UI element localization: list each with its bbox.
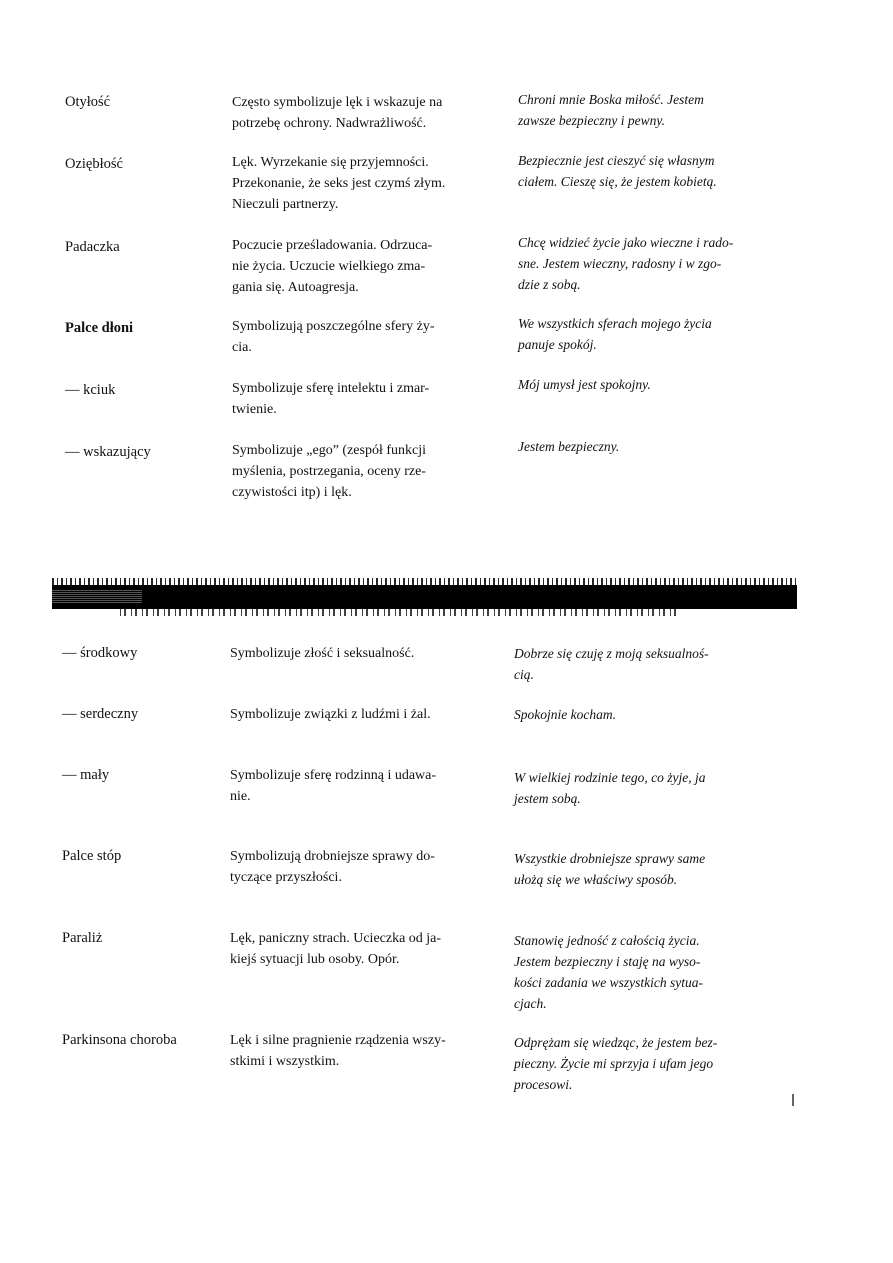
entry-description xyxy=(232,152,494,215)
description-line: tyczące przyszłości. xyxy=(230,870,342,885)
entry-term: — mały xyxy=(62,767,110,783)
entry-term: Palce dłoni xyxy=(65,320,134,336)
affirmation-line: Mój umysł jest spokojny. xyxy=(518,377,651,392)
scan-artifact-bottom xyxy=(120,609,680,616)
description-line: myślenia, postrzegania, oceny rze- xyxy=(232,464,426,479)
description-line: Symbolizuje sferę intelektu i zmar- xyxy=(232,381,430,396)
affirmation-line: Wszystkie drobniejsze sprawy same xyxy=(514,851,706,866)
entry-affirmation xyxy=(518,436,778,457)
entry-term: — środkowy xyxy=(62,645,138,661)
affirmation-line: sne. Jestem wieczny, radosny i w zgo- xyxy=(518,256,722,271)
description-line: nie. xyxy=(230,789,251,804)
affirmation-line: cjach. xyxy=(514,996,547,1011)
description-line: Symbolizuje „ego” (zespół funkcji xyxy=(232,443,426,458)
entry-description xyxy=(230,846,492,888)
affirmation-line: procesowi. xyxy=(514,1077,573,1092)
entry-term: Padaczka xyxy=(65,239,120,255)
description-line: stkimi i wszystkim. xyxy=(230,1054,340,1069)
affirmation-line: We wszystkich sferach mojego życia xyxy=(518,316,712,331)
affirmation-line: Jestem bezpieczny i staję na wyso- xyxy=(514,954,701,969)
entry-affirmation xyxy=(514,1032,776,1095)
scan-artifact-fade xyxy=(52,590,142,604)
affirmation-line: ułożą się we właściwy sposób. xyxy=(514,872,678,887)
description-line: kiejś sytuacji lub osoby. Opór. xyxy=(230,952,400,967)
affirmation-line: jestem sobą. xyxy=(514,791,581,806)
entry-description xyxy=(232,92,494,134)
description-line: Często symbolizuje lęk i wskazuje na xyxy=(232,95,443,110)
description-line: nie życia. Uczucie wielkiego zma- xyxy=(232,259,426,274)
description-line: gania się. Autoagresja. xyxy=(232,280,359,295)
description-line: Lęk i silne pragnienie rządzenia wszy- xyxy=(230,1033,446,1048)
description-line: Symbolizuje sferę rodzinną i udawa- xyxy=(230,768,437,783)
affirmation-line: Dobrze się czuję z moją seksualnoś- xyxy=(514,646,709,661)
entry-term: Parkinsona choroba xyxy=(62,1032,177,1048)
description-line: Symbolizują drobniejsze sprawy do- xyxy=(230,849,435,864)
affirmation-line: cią. xyxy=(514,667,534,682)
entry-affirmation xyxy=(514,643,776,685)
description-line: czywistości itp) i lęk. xyxy=(232,485,352,500)
entry-term: Paraliż xyxy=(62,930,103,946)
affirmation-line: Spokojnie kocham. xyxy=(514,707,616,722)
affirmation-line: zawsze bezpieczny i pewny. xyxy=(518,113,665,128)
entry-description xyxy=(230,704,492,725)
affirmation-line: Odprężam się wiedząc, że jestem bez- xyxy=(514,1035,718,1050)
entry-affirmation xyxy=(518,232,778,295)
entry-term: Oziębłość xyxy=(65,156,123,172)
entry-affirmation xyxy=(514,704,776,725)
description-line: Symbolizują poszczególne sfery ży- xyxy=(232,319,435,334)
description-line: cia. xyxy=(232,340,252,355)
description-line: Nieczuli partnerzy. xyxy=(232,197,339,212)
scan-margin-mark xyxy=(792,1094,794,1106)
affirmation-line: pieczny. Życie mi sprzyja i ufam jego xyxy=(514,1056,714,1071)
affirmation-line: Chroni mnie Boska miłość. Jestem xyxy=(518,92,704,107)
entry-affirmation xyxy=(518,374,778,395)
entry-affirmation xyxy=(518,89,778,131)
entry-description xyxy=(230,765,492,807)
affirmation-line: W wielkiej rodzinie tego, co żyje, ja xyxy=(514,770,706,785)
affirmation-line: kości zadania we wszystkich sytua- xyxy=(514,975,703,990)
entry-affirmation xyxy=(514,767,776,809)
entry-term: — wskazujący xyxy=(65,444,151,460)
entry-description xyxy=(232,378,494,420)
entry-term: Palce stóp xyxy=(62,848,122,864)
entry-affirmation xyxy=(518,150,778,192)
affirmation-line: dzie z sobą. xyxy=(518,277,581,292)
entry-affirmation xyxy=(514,848,776,890)
description-line: twienie. xyxy=(232,402,277,417)
entry-description xyxy=(232,316,494,358)
entry-description xyxy=(230,643,492,664)
entry-affirmation xyxy=(514,930,776,1014)
affirmation-line: ciałem. Cieszę się, że jestem kobietą. xyxy=(518,174,717,189)
affirmation-line: Jestem bezpieczny. xyxy=(518,439,620,454)
description-line: Symbolizuje związki z ludźmi i żal. xyxy=(230,707,431,722)
entry-term: Otyłość xyxy=(65,94,111,110)
entry-term: — serdeczny xyxy=(62,706,139,722)
description-line: Lęk, paniczny strach. Ucieczka od ja- xyxy=(230,931,442,946)
description-line: Lęk. Wyrzekanie się przyjemności. xyxy=(232,155,429,170)
entry-affirmation xyxy=(518,313,778,355)
description-line: Symbolizuje złość i seksualność. xyxy=(230,646,415,661)
affirmation-line: Stanowię jedność z całością życia. xyxy=(514,933,700,948)
affirmation-line: panuje spokój. xyxy=(518,337,597,352)
entry-description xyxy=(230,928,492,970)
entry-description xyxy=(230,1030,492,1072)
scan-artifact-bar xyxy=(52,585,797,609)
description-line: Poczucie prześladowania. Odrzuca- xyxy=(232,238,433,253)
description-line: potrzebę ochrony. Nadwrażliwość. xyxy=(232,116,427,131)
description-line: Przekonanie, że seks jest czymś złym. xyxy=(232,176,446,191)
entry-description xyxy=(232,235,494,298)
entry-term: — kciuk xyxy=(65,382,116,398)
affirmation-line: Chcę widzieć życie jako wieczne i rado- xyxy=(518,235,734,250)
affirmation-line: Bezpiecznie jest cieszyć się własnym xyxy=(518,153,715,168)
entry-description xyxy=(232,440,494,503)
